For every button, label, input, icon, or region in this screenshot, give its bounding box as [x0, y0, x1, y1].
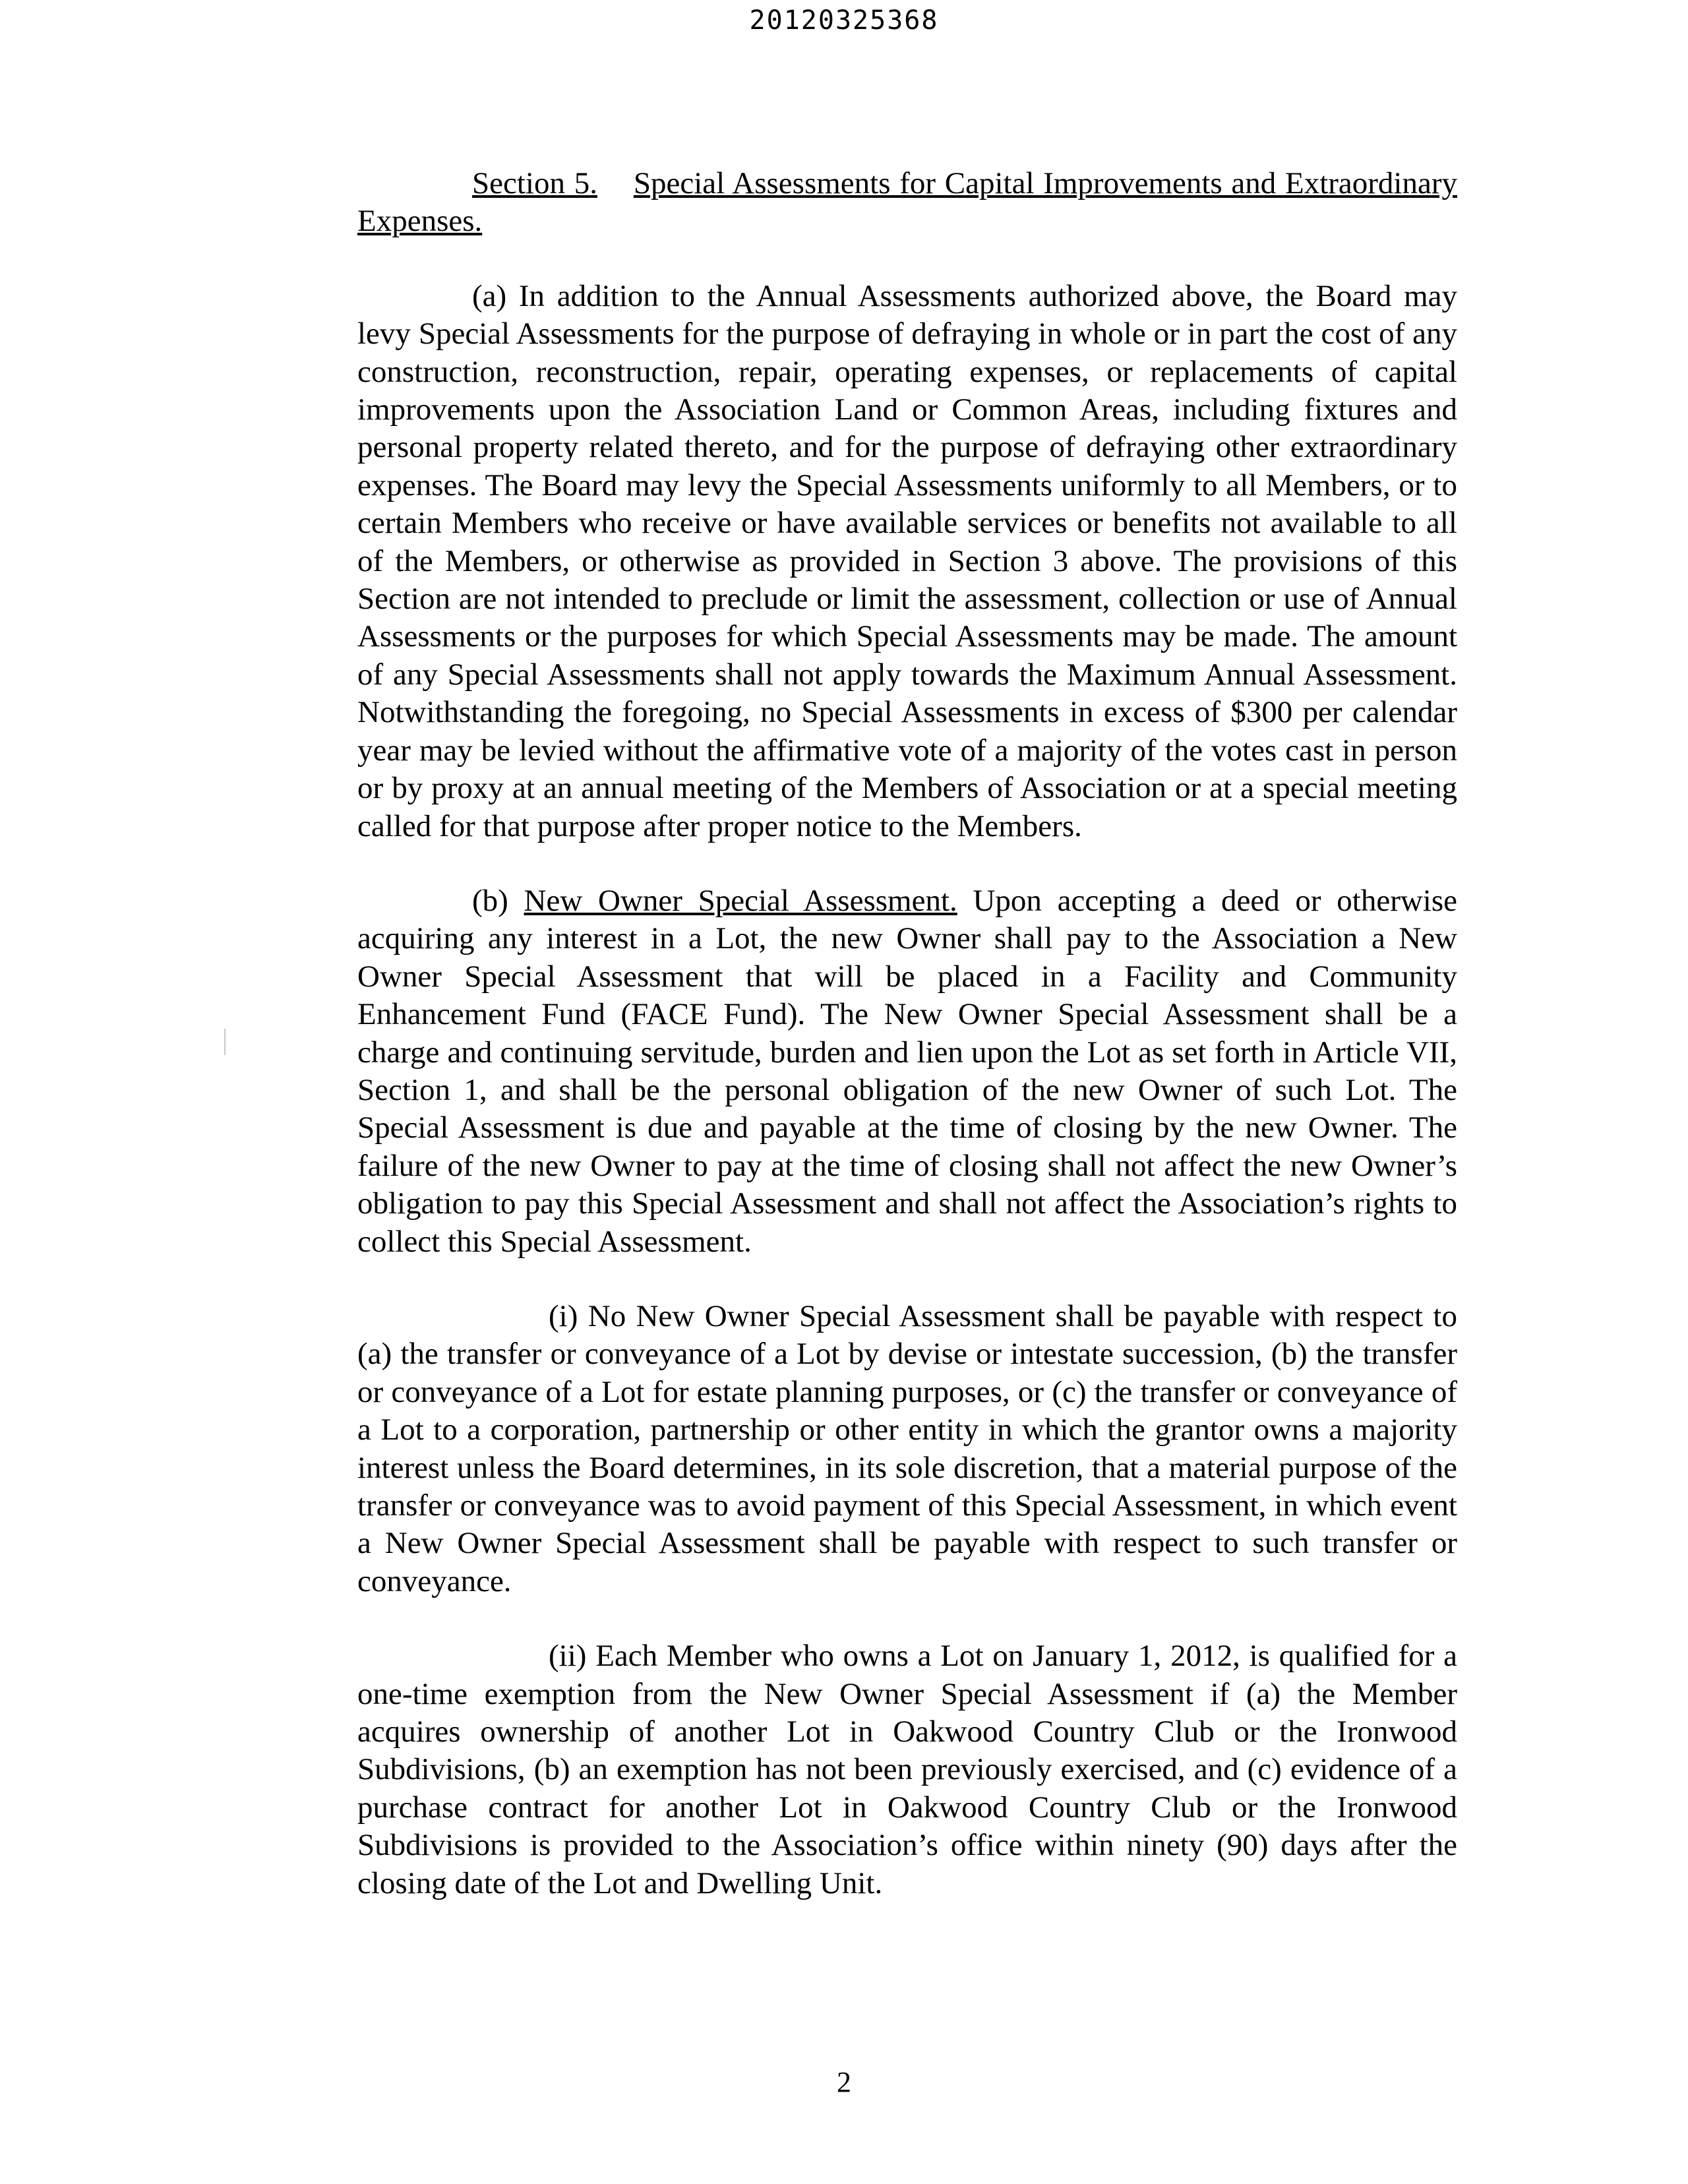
paragraph-b: [357, 882, 1457, 1261]
paragraph-a: (a) In addition to the Annual Assessments authorized above, the Board may levy Special Assessments for the purpose of defraying in whole or in part the cost of any construction, reconstruction, repair, operating expenses, or replacements of capital improvements upon the Association Land or Common Areas, including fixtures and personal property related thereto, and for the purpose of defraying other extraordinary expenses. The Board may levy the Special Assessments uniformly to all Members, or to certain Members who receive or have available services or benefits not available to all of the Members, or otherwise as provided in Section 3 above. The provisions of this Section are not intended to preclude or limit the assessment, collection or use of Annual Assessments or the purposes for which Special Assessments may be made. The amount of any Special Assessments shall not apply towards the Maximum Annual Assessment. Notwithstanding the foregoing, no Special Assessments in excess of $300 per calendar year may be levied without the affirmative vote of a majority of the votes cast in person or by proxy at an annual meeting of the Members of Association or at a special meeting called for that purpose after proper notice to the Members.: [357, 278, 1457, 843]
section-title: Special Assessments for Capital Improvements and Extraordinary Expenses.: [357, 166, 1457, 239]
page-number: 2: [837, 2066, 851, 2098]
paragraph-ii: (ii) Each Member who owns a Lot on January 1, 2012, is qualified for a one-time exemption from the New Owner Special Assessment if (a) the Member acquires ownership of another Lot in Oakwood Country Club or the Ironwood Subdivisions, (b) an exemption has not been previously exercised, and (c) evidence of a purchase contract for another Lot in Oakwood Country Club or the Ironwood Subdivisions is provided to the Association’s office within ninety (90) days after the closing date of the Lot and Dwelling Unit.: [357, 1639, 1457, 1900]
document-body: [357, 165, 1457, 1902]
paragraph-b-label: (b): [472, 883, 508, 918]
section-label: Section 5.: [472, 166, 597, 200]
section-heading: [357, 165, 1457, 241]
document-number: 20120325368: [749, 5, 939, 36]
scan-margin-mark: [224, 1029, 226, 1055]
paragraph-b-text: Upon accepting a deed or otherwise acquiring any interest in a Lot, the new Owner shall pay to the Association a New Owner Special Assessment that will be placed in a Facility and Community Enhancement Fund (FACE Fund). The New Owner Special Assessment shall be a charge and continuing servitude, burden and lien upon the Lot as set forth in Article VII, Section 1, and shall be the personal obligation of the new Owner of such Lot. The Special Assessment is due and payable at the time of closing by the new Owner. The failure of the new Owner to pay at the time of closing shall not affect the new Owner’s obligation to pay this Special Assessment and shall not affect the Association’s rights to collect this Special Assessment.: [357, 883, 1458, 1259]
paragraph-i: (i) No New Owner Special Assessment shall be payable with respect to (a) the transfer or conveyance of a Lot by devise or intestate succession, (b) the transfer or conveyance of a Lot for estate planning purposes, or (c) the transfer or conveyance of a Lot to a corporation, partnership or other entity in which the grantor owns a majority interest unless the Board determines, in its sole discretion, that a material purpose of the transfer or conveyance was to avoid payment of this Special Assessment, in which event a New Owner Special Assessment shall be payable with respect to such transfer or conveyance.: [357, 1298, 1457, 1598]
paragraph-b-title: New Owner Special Assessment.: [524, 883, 957, 918]
